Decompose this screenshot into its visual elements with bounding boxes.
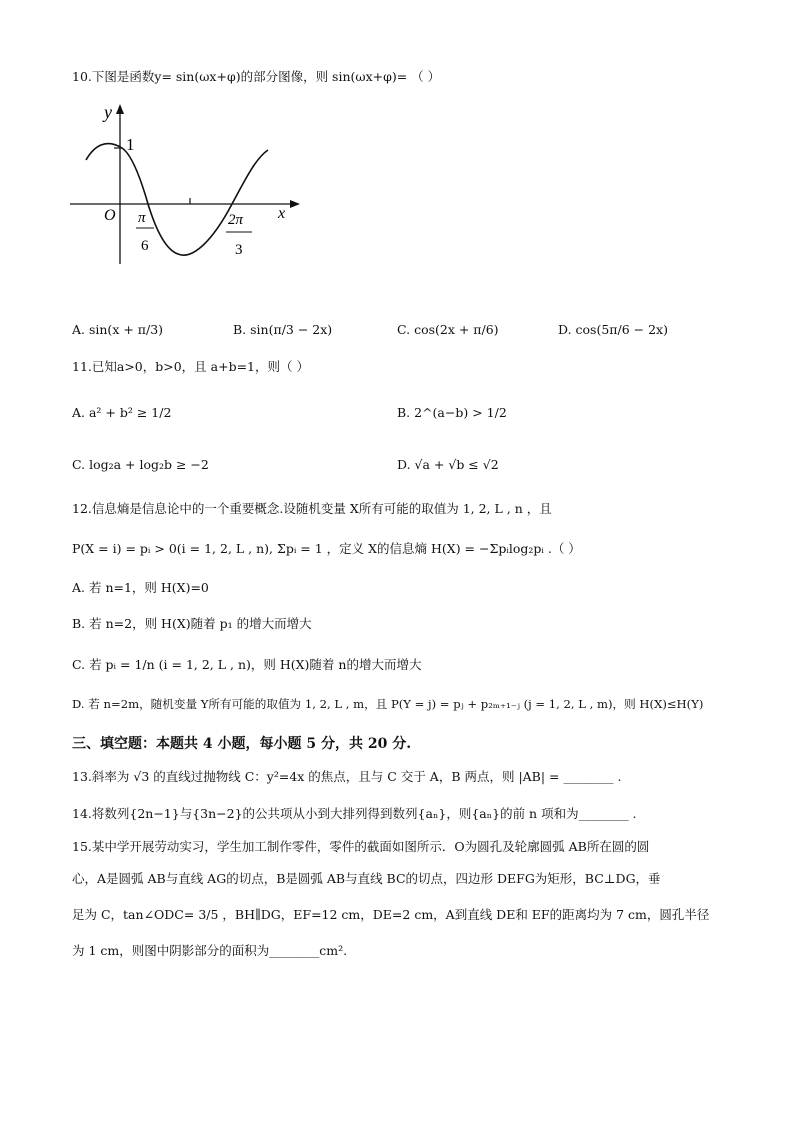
q10-sine-graph — [60, 92, 320, 272]
q11-option-b[interactable]: B. 2^(a−b) > 1/2 — [397, 405, 507, 420]
tick2-den: 3 — [235, 242, 243, 258]
q10-option-d[interactable]: D. cos(5π/6 − 2x) — [558, 322, 668, 337]
q15-line3: 足为 C，tan∠ODC= 3/5 ，BH∥DG，EF=12 cm，DE=2 cm，A到直线 DE和 EF的距离均为 7 cm，圆孔半径 — [72, 907, 710, 922]
x-axis-arrow — [290, 200, 300, 208]
tick1-num: π — [138, 210, 146, 226]
tick2-num: 2π — [228, 212, 244, 228]
y-label: y — [104, 102, 112, 122]
one-label: 1 — [126, 135, 135, 154]
q11-option-a[interactable]: A. a² + b² ≥ 1/2 — [72, 405, 172, 420]
q10-stem: 10.下图是函数y= sin(ωx+φ)的部分图像，则 sin(ωx+φ)= （ ） — [72, 69, 441, 84]
origin-label: O — [104, 207, 116, 224]
q12-option-a[interactable]: A. 若 n=1，则 H(X)=0 — [72, 580, 209, 595]
q13-text: 13.斜率为 √3 的直线过抛物线 C：y²=4x 的焦点，且与 C 交于 A，B 两点，则 |AB| = ________ . — [72, 769, 622, 784]
q15-line4: 为 1 cm，则图中阴影部分的面积为________cm². — [72, 943, 348, 958]
q11-stem: 11.已知a>0，b>0，且 a+b=1，则（ ） — [72, 359, 309, 374]
q10-option-b[interactable]: B. sin(π/3 − 2x) — [233, 322, 333, 337]
q12-option-d[interactable]: D. 若 n=2m，随机变量 Y所有可能的取值为 1, 2, L , m，且 P(Y = j) = pⱼ + p₂ₘ₊₁₋ⱼ (j = 1, 2, L , m)，则 H(X)≤H(Y) — [72, 697, 704, 711]
q11-option-d[interactable]: D. √a + √b ≤ √2 — [397, 457, 499, 472]
q12-stem-line1: 12.信息熵是信息论中的一个重要概念.设随机变量 X所有可能的取值为 1, 2, L , n ，且 — [72, 501, 552, 516]
q10-option-c[interactable]: C. cos(2x + π/6) — [397, 322, 499, 337]
section-3-title: 三、填空题：本题共 4 小题，每小题 5 分，共 20 分. — [72, 736, 412, 752]
q12-stem-line2: P(X = i) = pᵢ > 0(i = 1, 2, L , n), Σpᵢ = 1 ，定义 X的信息熵 H(X) = −Σpᵢlog₂pᵢ .（ ） — [72, 541, 581, 556]
tick1-den: 6 — [141, 238, 149, 254]
q12-option-c[interactable]: C. 若 pᵢ = 1/n (i = 1, 2, L , n)，则 H(X)随着 n的增大而增大 — [72, 657, 422, 672]
q12-option-b[interactable]: B. 若 n=2，则 H(X)随着 p₁ 的增大而增大 — [72, 616, 312, 631]
q15-line2: 心，A是圆弧 AB与直线 AG的切点，B是圆弧 AB与直线 BC的切点，四边形 DEFG为矩形，BC⊥DG，垂 — [72, 871, 661, 886]
q11-option-c[interactable]: C. log₂a + log₂b ≥ −2 — [72, 457, 209, 472]
q15-line1: 15.某中学开展劳动实习，学生加工制作零件，零件的截面如图所示．O为圆孔及轮廓圆弧 AB所在圆的圆 — [72, 839, 650, 854]
q10-option-a[interactable]: A. sin(x + π/3) — [72, 322, 164, 337]
q14-text: 14.将数列{2n−1}与{3n−2}的公共项从小到大排列得到数列{aₙ}，则{aₙ}的前 n 项和为________ . — [72, 806, 637, 821]
y-axis-arrow — [116, 104, 124, 114]
x-label: x — [278, 205, 286, 222]
sine-curve — [86, 144, 268, 256]
